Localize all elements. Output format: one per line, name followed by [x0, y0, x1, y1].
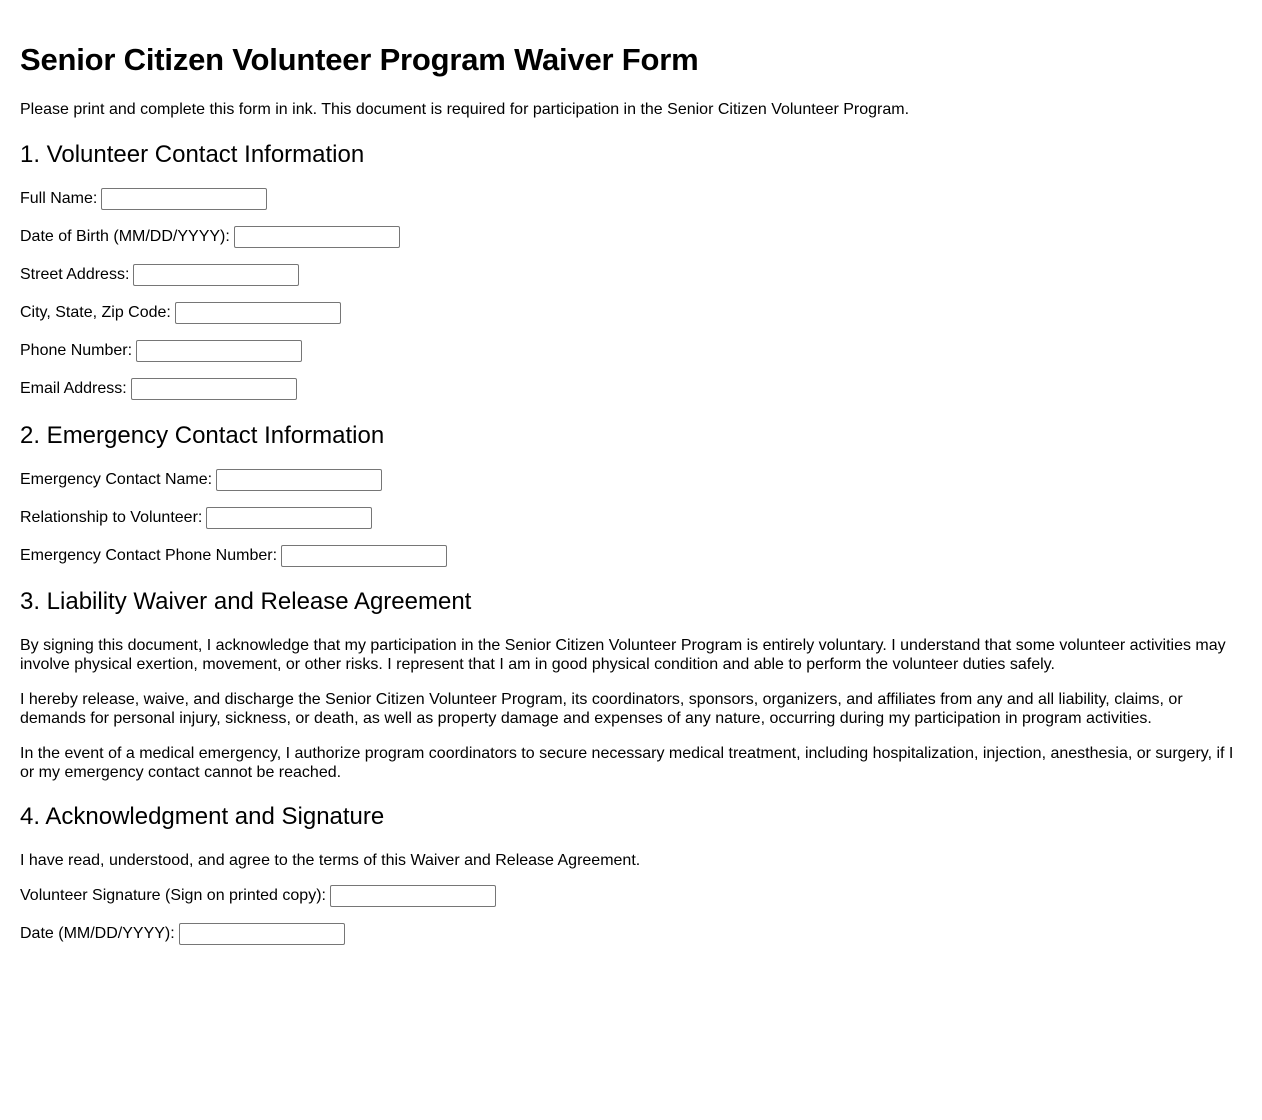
- email-address-input[interactable]: [131, 378, 297, 400]
- date-row: [20, 923, 345, 945]
- dob-input[interactable]: [234, 226, 400, 248]
- city-state-zip-input[interactable]: [175, 302, 341, 324]
- emergency-contact-name-row: [20, 469, 382, 491]
- relationship-input[interactable]: [206, 507, 372, 529]
- emergency-contact-phone-row: [20, 545, 447, 567]
- city-state-zip-row: [20, 302, 341, 324]
- date-label: Date (MM/DD/YYYY):: [20, 925, 175, 942]
- signature-row: [20, 885, 496, 907]
- email-address-row: [20, 378, 297, 400]
- phone-number-row: [20, 340, 302, 362]
- signature-input[interactable]: [330, 885, 496, 907]
- emergency-contact-name-label: Emergency Contact Name:: [20, 471, 213, 488]
- relationship-row: [20, 507, 372, 529]
- full-name-row: [20, 188, 267, 210]
- street-address-row: [20, 264, 299, 286]
- street-address-label: Street Address:: [20, 266, 130, 283]
- emergency-contact-name-input[interactable]: [216, 469, 382, 491]
- section-2-heading: 2. Emergency Contact Information: [20, 422, 385, 449]
- section-1-heading: 1. Volunteer Contact Information: [20, 141, 365, 168]
- dob-row: [20, 226, 400, 248]
- full-name-input[interactable]: [101, 188, 267, 210]
- page-title: Senior Citizen Volunteer Program Waiver Form: [20, 42, 699, 77]
- email-address-label: Email Address:: [20, 380, 127, 397]
- city-state-zip-label: City, State, Zip Code:: [20, 304, 171, 321]
- street-address-input[interactable]: [133, 264, 299, 286]
- relationship-label: Relationship to Volunteer:: [20, 509, 203, 526]
- section-4-heading: 4. Acknowledgment and Signature: [20, 803, 385, 830]
- emergency-contact-phone-input[interactable]: [281, 545, 447, 567]
- section-3-heading: 3. Liability Waiver and Release Agreement: [20, 588, 472, 615]
- full-name-label: Full Name:: [20, 190, 98, 207]
- intro-text: Please print and complete this form in ink. This document is required for participation in the Senior Citizen Volunteer Program.: [20, 101, 910, 118]
- waiver-paragraph-2: I hereby release, waive, and discharge the Senior Citizen Volunteer Program, its coordinators, sponsors, organizers, and affiliates from any and all liability, claims, or demands for personal injury, sickness, or death, as well as property damage and expenses of any nature, occurring during my participation in program activities.: [20, 691, 1183, 727]
- phone-number-label: Phone Number:: [20, 342, 133, 359]
- signature-label: Volunteer Signature (Sign on printed copy):: [20, 887, 326, 904]
- waiver-paragraph-1: By signing this document, I acknowledge that my participation in the Senior Citizen Volunteer Program is entirely voluntary. I understand that some volunteer activities may involve physical exertion, movement, or other risks. I represent that I am in good physical condition and able to perform the volunteer duties safely.: [20, 637, 1226, 673]
- emergency-contact-phone-label: Emergency Contact Phone Number:: [20, 547, 278, 564]
- phone-number-input[interactable]: [136, 340, 302, 362]
- dob-label: Date of Birth (MM/DD/YYYY):: [20, 228, 230, 245]
- date-input[interactable]: [179, 923, 345, 945]
- waiver-paragraph-3: In the event of a medical emergency, I authorize program coordinators to secure necessary medical treatment, including hospitalization, injection, anesthesia, or surgery, if I or my emergency contact cannot be reached.: [20, 745, 1234, 781]
- acknowledgment-statement: I have read, understood, and agree to the terms of this Waiver and Release Agreement.: [20, 852, 641, 869]
